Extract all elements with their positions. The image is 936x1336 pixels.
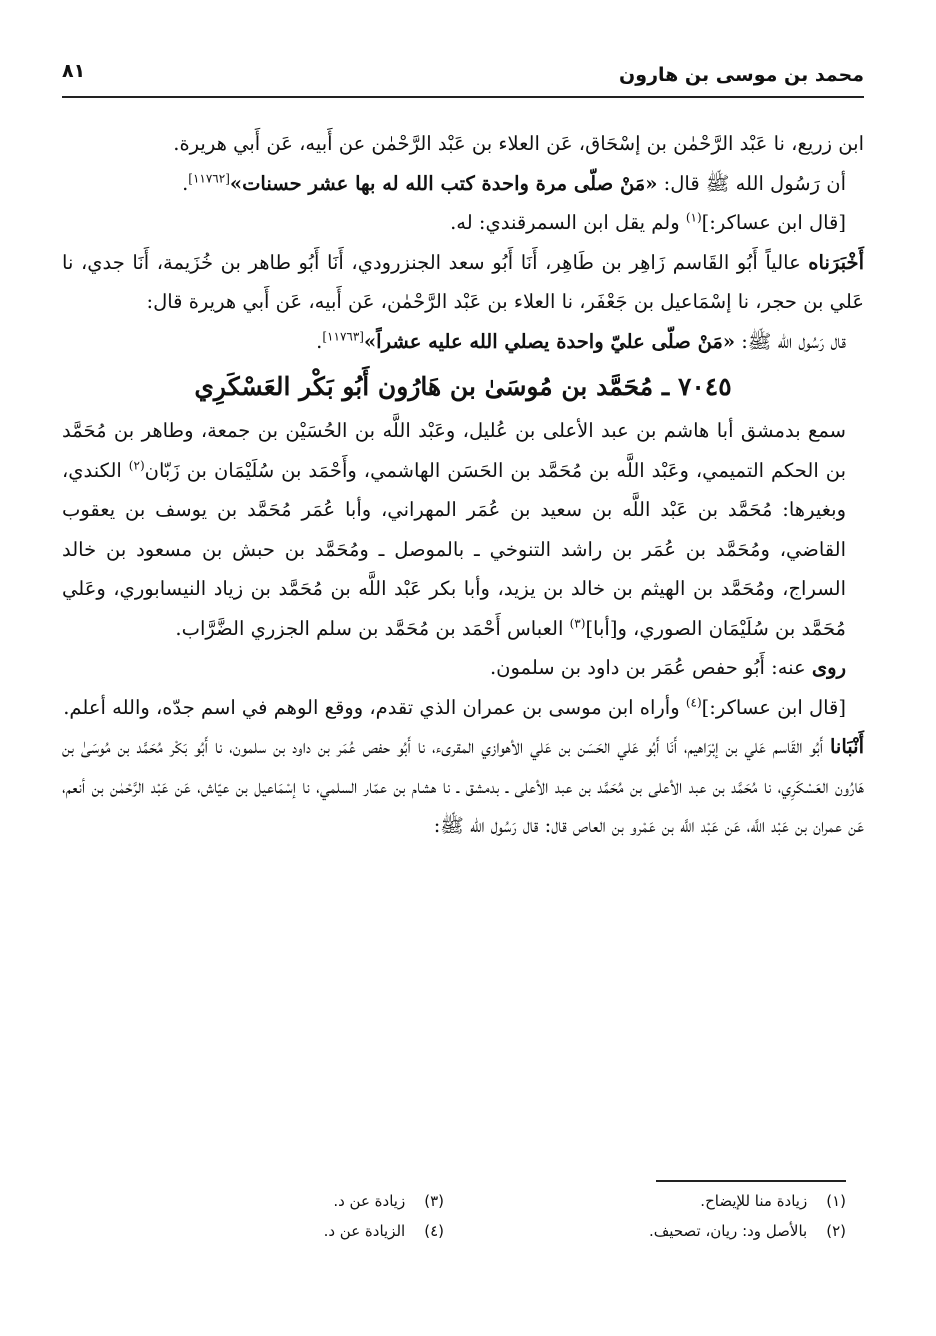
paragraph-1-text: ابن زريع، نا عَبْد الرَّحْمٰن بن إسْحَاق، عَن العلاء بن عَبْد الرَّحْمٰن عن أَبيه، عَن أَبي هريرة. <box>173 132 864 155</box>
footnote-number: (١) <box>826 1192 846 1210</box>
paragraph-4-text: عالياً أَبُو القَاسم زَاهِر بن طَاهِر، أَنَا أَبُو سعد الجنزرودي، أَنَا أَبُو طاهر بن خُزَيمة، أَنَا جدي، نا عَلي بن حجر، نا إسْمَاعيل بن جَعْفَر، نا العلاء بن عَبْد الرَّحْمٰن، عَن أَبيه، عَن أَبي هريرة قال: <box>62 250 864 313</box>
punctuation: . <box>182 171 189 195</box>
paragraph-9-text: أَبُو القَاسم عَلي بن إبْرَاهيم، أَنَا أَبُو عَلي الحَسَن بن عَلي الأهوازي المقرىء، نا أَبُو حفص عُمَر بن داود بن سلمون، نا أَبُو بَكْر مُحَمَّد بن مُوسَىٰ بن هَارُون العَسْكَرِي، نا مُحَمَّد بن عبد الأعلى بن مُحَمَّد بن عبد الأعلى ـ بدمشق ـ نا هشام بن عمّار السلمي، نا إسْمَاعيل بن عيّاش، عَن عَبْد الرَّحْمٰن بن أنعم، عَن عمران بن عَبْد اللَّه، عَن عَبْد اللَّه بن عَمْرو بن العاص قال: قال رَسُول الله ﷺ: <box>62 735 864 837</box>
footnote-marker: (١) <box>685 210 702 225</box>
paragraph-4 <box>62 243 864 322</box>
paragraph-8 <box>62 688 864 728</box>
footnote-marker: (٢) <box>128 458 145 472</box>
footnote-number: (٣) <box>424 1192 444 1210</box>
paragraph-6-text-a: سمع بدمشق أبا هاشم بن عبد الأعلى بن عُليل، وعَبْد اللَّه بن الحُسَيْن بن جمعة، وطاهر بن مُحَمَّد بن الحكم التميمي، وعَبْد اللَّه بن مُحَمَّد بن الحَسَن الهاشمي، وأَحْمَد بن سُلَيْمَان بن زَبّان <box>62 419 846 482</box>
footnote-item <box>516 1216 846 1246</box>
paragraph-5 <box>62 322 864 362</box>
footnote-text: زيادة عن د. <box>333 1192 406 1210</box>
paragraph-7-text: عنه: أَبُو حفص عُمَر بن داود بن سلمون. <box>489 656 812 679</box>
page-header <box>62 50 864 98</box>
paragraph-3-text: ولم يقل ابن السمرقندي: له. <box>450 211 686 234</box>
main-text <box>62 124 864 846</box>
paragraph-3 <box>62 203 864 243</box>
running-title: محمد بن موسى بن هارون <box>619 64 864 86</box>
paragraph-6-text-b: الكندي، وبغيرها: مُحَمَّد بن عَبْد اللَّه بن سعيد بن عُمَر المهراني، وأبا عُمَر مُحَمَّد بن يوسف بن يعقوب القاضي، ومُحَمَّد بن عُمَر بن راشد التنوخي ـ بالموصل ـ ومُحَمَّد بن حبش بن مسعود بن خالد السراج، ومُحَمَّد بن الهيثم بن خالد بن يزيد، وأبا بكر عَبْد اللَّه بن مُحَمَّد بن زياد النيسابوري، وعَلي مُحَمَّد بن سُلَيْمَان الصوري، و[أبا] <box>62 458 846 640</box>
paragraph-9 <box>62 727 864 846</box>
paragraph-6-text-c: العباس أَحْمَد بن مُحَمَّد بن سلم الجزري الضَّرَّاب. <box>175 616 570 640</box>
footnote-text: زيادة منا للإيضاح. <box>700 1192 808 1210</box>
entry-heading: ٧٠٤٥ ـ مُحَمَّد بن مُوسَىٰ بن هَارُون أَبُو بَكْر العَسْكَرِي <box>194 372 732 401</box>
editor-note-bracket: [قال ابن عساكر:] <box>701 695 846 719</box>
hadith-text: «مَنْ صلّى مرة واحدة كتب الله له بها عشر حسنات» <box>229 171 658 195</box>
paragraph-1 <box>62 124 864 164</box>
transmission-keyword: أَنْبَانا <box>829 735 864 758</box>
paragraph-8-text: وأراه ابن موسى بن عمران الذي تقدم، ووقع الوهم في اسم جدّه، والله أعلم. <box>63 695 686 719</box>
paragraph-6 <box>62 411 864 648</box>
hadith-intro: قال رَسُول الله ﷺ: <box>735 329 846 353</box>
footnote-text: الزيادة عن د. <box>323 1222 406 1240</box>
footnote-number: (٤) <box>424 1222 444 1240</box>
footnote-item <box>114 1186 444 1216</box>
editor-note-bracket: [قال ابن عساكر:] <box>701 211 846 234</box>
hadith-reference-number: [١١٧٦٢] <box>188 171 230 185</box>
footnote-marker: (٣) <box>569 616 586 630</box>
footnote-item <box>516 1186 846 1216</box>
footnote-item <box>114 1216 444 1246</box>
footnotes-left-column <box>114 1186 444 1246</box>
footnote-text: بالأصل ود: ريان، تصحيف. <box>649 1222 808 1240</box>
footnotes-right-column <box>516 1186 846 1246</box>
paragraph-2 <box>62 164 864 204</box>
paragraph-7 <box>62 648 864 688</box>
punctuation: . <box>316 329 323 353</box>
hadith-text: «مَنْ صلّى عليّ واحدة يصلي الله عليه عشراً» <box>363 329 736 353</box>
page-number: ٨١ <box>62 60 86 82</box>
transmission-keyword: أَخْبَرَناه <box>808 250 864 274</box>
hadith-intro: أن رَسُول الله ﷺ قال: <box>657 171 846 195</box>
footnote-number: (٢) <box>826 1222 846 1240</box>
transmission-keyword: روى <box>811 656 846 679</box>
footnote-marker: (٤) <box>685 695 702 709</box>
hadith-reference-number: [١١٧٦٣] <box>322 329 364 343</box>
footnote-divider <box>656 1180 846 1182</box>
